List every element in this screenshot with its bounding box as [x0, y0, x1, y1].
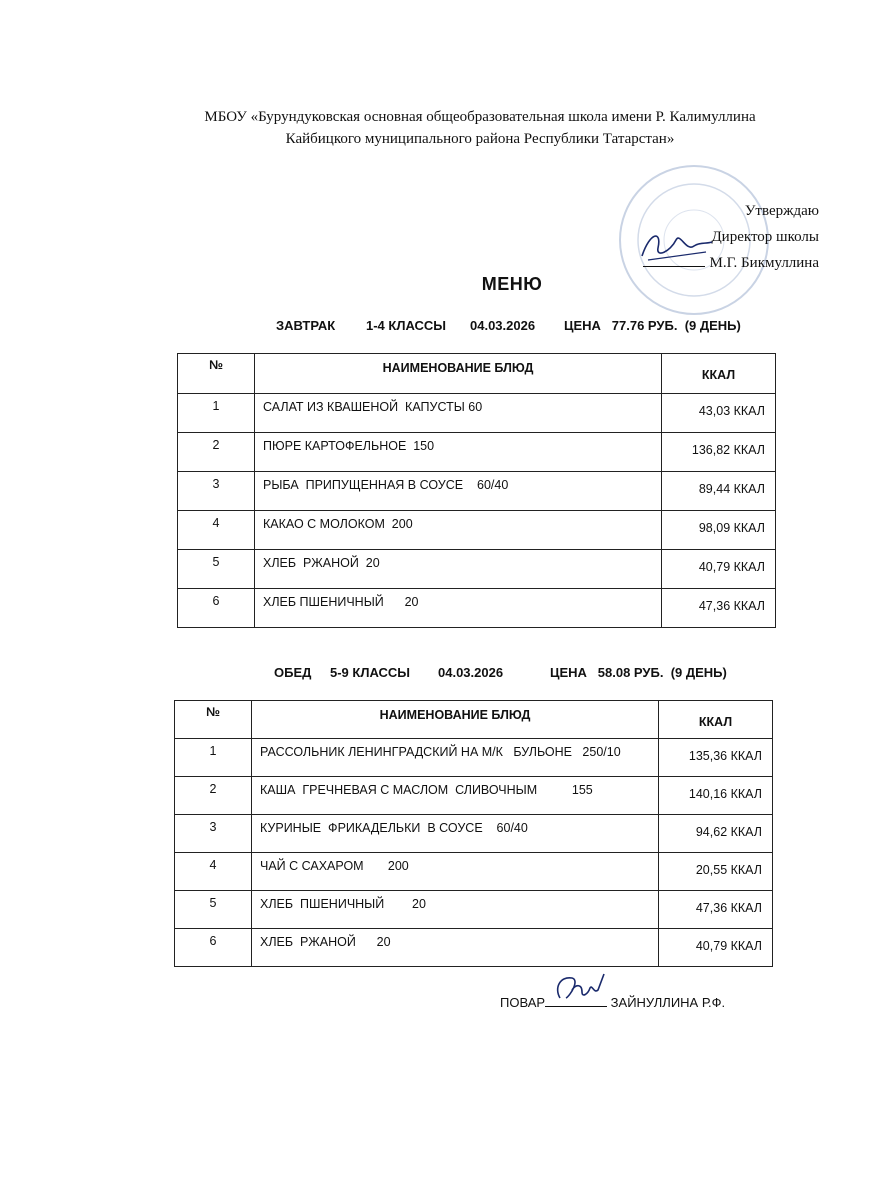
- cook-label: ПОВАР: [500, 995, 546, 1010]
- dish-name: КУРИНЫЕ ФРИКАДЕЛЬКИ В СОУСЕ 60/40: [260, 821, 528, 835]
- dish-kcal-cell: [659, 739, 773, 777]
- dish-number-cell: [175, 891, 252, 929]
- dish-kcal-cell: [659, 929, 773, 967]
- dish-number-cell: [178, 550, 255, 589]
- dish-name-cell: [252, 853, 659, 891]
- table-row: [178, 472, 776, 511]
- dish-name-cell: [252, 815, 659, 853]
- dish-name-cell: [252, 777, 659, 815]
- dish-kcal-cell: [662, 511, 776, 550]
- table-row: [178, 433, 776, 472]
- table-row: [175, 891, 773, 929]
- dish-name: ПЮРЕ КАРТОФЕЛЬНОЕ 150: [263, 439, 435, 453]
- dish-number-cell: [175, 853, 252, 891]
- dish-number-cell: [178, 472, 255, 511]
- dish-number-cell: [178, 394, 255, 433]
- dish-kcal-cell: [659, 891, 773, 929]
- director-name: М.Г. Бикмуллина: [709, 255, 819, 271]
- dish-name-cell: [255, 511, 662, 550]
- breakfast-grades: 1-4 КЛАССЫ: [366, 318, 447, 333]
- dish-name: ХЛЕБ ПШЕНИЧНЫЙ 20: [263, 595, 419, 609]
- dish-kcal-cell: [659, 777, 773, 815]
- org-line-1: МБОУ «Бурундуковская основная общеобразовательная школа имени Р. Калимуллина: [204, 109, 756, 125]
- dish-name: ЧАЙ С САХАРОМ 200: [260, 859, 409, 873]
- breakfast-date: 04.03.2026: [470, 318, 536, 333]
- dish-number-cell: [175, 739, 252, 777]
- dish-kcal-cell: [662, 589, 776, 628]
- table-row: [175, 777, 773, 815]
- dish-number: 3: [212, 477, 220, 491]
- dish-name: САЛАТ ИЗ КВАШЕНОЙ КАПУСТЫ 60: [263, 400, 483, 414]
- column-header-name: НАИМЕНОВАНИЕ БЛЮД: [255, 354, 662, 394]
- lunch-price: ЦЕНА 58.08 РУБ. (9 ДЕНЬ): [550, 665, 727, 680]
- dish-name-cell: [255, 394, 662, 433]
- dish-name: ХЛЕБ ПШЕНИЧНЫЙ 20: [260, 897, 426, 911]
- breakfast-heading: [0, 318, 873, 336]
- dish-number: 4: [209, 858, 217, 872]
- table-row: [178, 394, 776, 433]
- breakfast-price: ЦЕНА 77.76 РУБ. (9 ДЕНЬ): [564, 318, 741, 333]
- dish-kcal-cell: [662, 472, 776, 511]
- dish-kcal-cell: [662, 394, 776, 433]
- column-header-kcal: ККАЛ: [659, 701, 773, 739]
- dish-name: ХЛЕБ РЖАНОЙ 20: [263, 556, 380, 570]
- lunch-grades: 5-9 КЛАССЫ: [330, 665, 411, 680]
- table-row: [178, 511, 776, 550]
- column-header-kcal: ККАЛ: [662, 354, 776, 394]
- dish-name: КАКАО С МОЛОКОМ 200: [263, 517, 413, 531]
- dish-kcal: 98,09 ККАЛ: [698, 521, 765, 535]
- organization-name: [120, 106, 840, 150]
- dish-number: 5: [209, 896, 217, 910]
- approval-line-1: Утверждаю: [744, 203, 819, 219]
- cook-signature-mark: [546, 968, 610, 1008]
- table-row: [175, 739, 773, 777]
- org-line-2: Кайбицкого муниципального района Республики Татарстан»: [285, 131, 675, 147]
- dish-kcal: 40,79 ККАЛ: [698, 560, 765, 574]
- dish-number-cell: [178, 433, 255, 472]
- table-row: [175, 815, 773, 853]
- lunch-heading: [0, 665, 873, 683]
- dish-number-cell: [175, 815, 252, 853]
- dish-name-cell: [252, 891, 659, 929]
- dish-kcal: 94,62 ККАЛ: [695, 825, 762, 839]
- dish-name-cell: [252, 929, 659, 967]
- dish-name: РЫБА ПРИПУЩЕННАЯ В СОУСЕ 60/40: [263, 478, 509, 492]
- dish-number: 5: [212, 555, 220, 569]
- dish-kcal: 89,44 ККАЛ: [698, 482, 765, 496]
- dish-kcal: 43,03 ККАЛ: [698, 404, 765, 418]
- lunch-meal: ОБЕД: [274, 665, 312, 680]
- dish-kcal: 40,79 ККАЛ: [695, 939, 762, 953]
- table-header-row: [178, 354, 776, 394]
- dish-number: 1: [209, 744, 217, 758]
- dish-number: 3: [209, 820, 217, 834]
- dish-kcal-cell: [659, 815, 773, 853]
- approval-line-2: Директор школы: [711, 229, 819, 245]
- dish-number: 2: [212, 438, 220, 452]
- dish-name-cell: [255, 589, 662, 628]
- dish-number: 6: [212, 594, 220, 608]
- table-row: [178, 550, 776, 589]
- column-header-num: №: [175, 701, 252, 739]
- column-header-num: №: [178, 354, 255, 394]
- dish-kcal: 47,36 ККАЛ: [695, 901, 762, 915]
- dish-kcal: 136,82 ККАЛ: [691, 443, 765, 457]
- dish-kcal: 135,36 ККАЛ: [688, 749, 762, 763]
- dish-kcal: 140,16 ККАЛ: [688, 787, 762, 801]
- dish-name: РАССОЛЬНИК ЛЕНИНГРАДСКИЙ НА М/К БУЛЬОНЕ 250/10: [260, 745, 621, 759]
- dish-number-cell: [178, 511, 255, 550]
- breakfast-meal: ЗАВТРАК: [276, 318, 336, 333]
- dish-number: 2: [209, 782, 217, 796]
- lunch-table: [174, 700, 773, 967]
- dish-number-cell: [178, 589, 255, 628]
- table-row: [175, 853, 773, 891]
- dish-name-cell: [255, 550, 662, 589]
- dish-name-cell: [252, 739, 659, 777]
- table-row: [175, 929, 773, 967]
- dish-number-cell: [175, 777, 252, 815]
- dish-name: ХЛЕБ РЖАНОЙ 20: [260, 935, 391, 949]
- dish-name-cell: [255, 433, 662, 472]
- dish-number: 1: [212, 399, 220, 413]
- dish-number: 4: [212, 516, 220, 530]
- cook-name: ЗАЙНУЛЛИНА Р.Ф.: [610, 995, 726, 1010]
- lunch-date: 04.03.2026: [438, 665, 504, 680]
- table-header-row: [175, 701, 773, 739]
- table-row: [178, 589, 776, 628]
- column-header-name: НАИМЕНОВАНИЕ БЛЮД: [252, 701, 659, 739]
- dish-kcal-cell: [662, 550, 776, 589]
- dish-kcal: 20,55 ККАЛ: [695, 863, 762, 877]
- page-title: МЕНЮ: [481, 274, 543, 294]
- breakfast-table: [177, 353, 776, 628]
- dish-kcal-cell: [659, 853, 773, 891]
- director-signature-mark: [636, 222, 716, 268]
- dish-number-cell: [175, 929, 252, 967]
- dish-kcal: 47,36 ККАЛ: [698, 599, 765, 613]
- dish-name: КАША ГРЕЧНЕВАЯ С МАСЛОМ СЛИВОЧНЫМ 155: [260, 783, 593, 797]
- dish-kcal-cell: [662, 433, 776, 472]
- dish-number: 6: [209, 934, 217, 948]
- dish-name-cell: [255, 472, 662, 511]
- cook-signature-line: [500, 990, 725, 1010]
